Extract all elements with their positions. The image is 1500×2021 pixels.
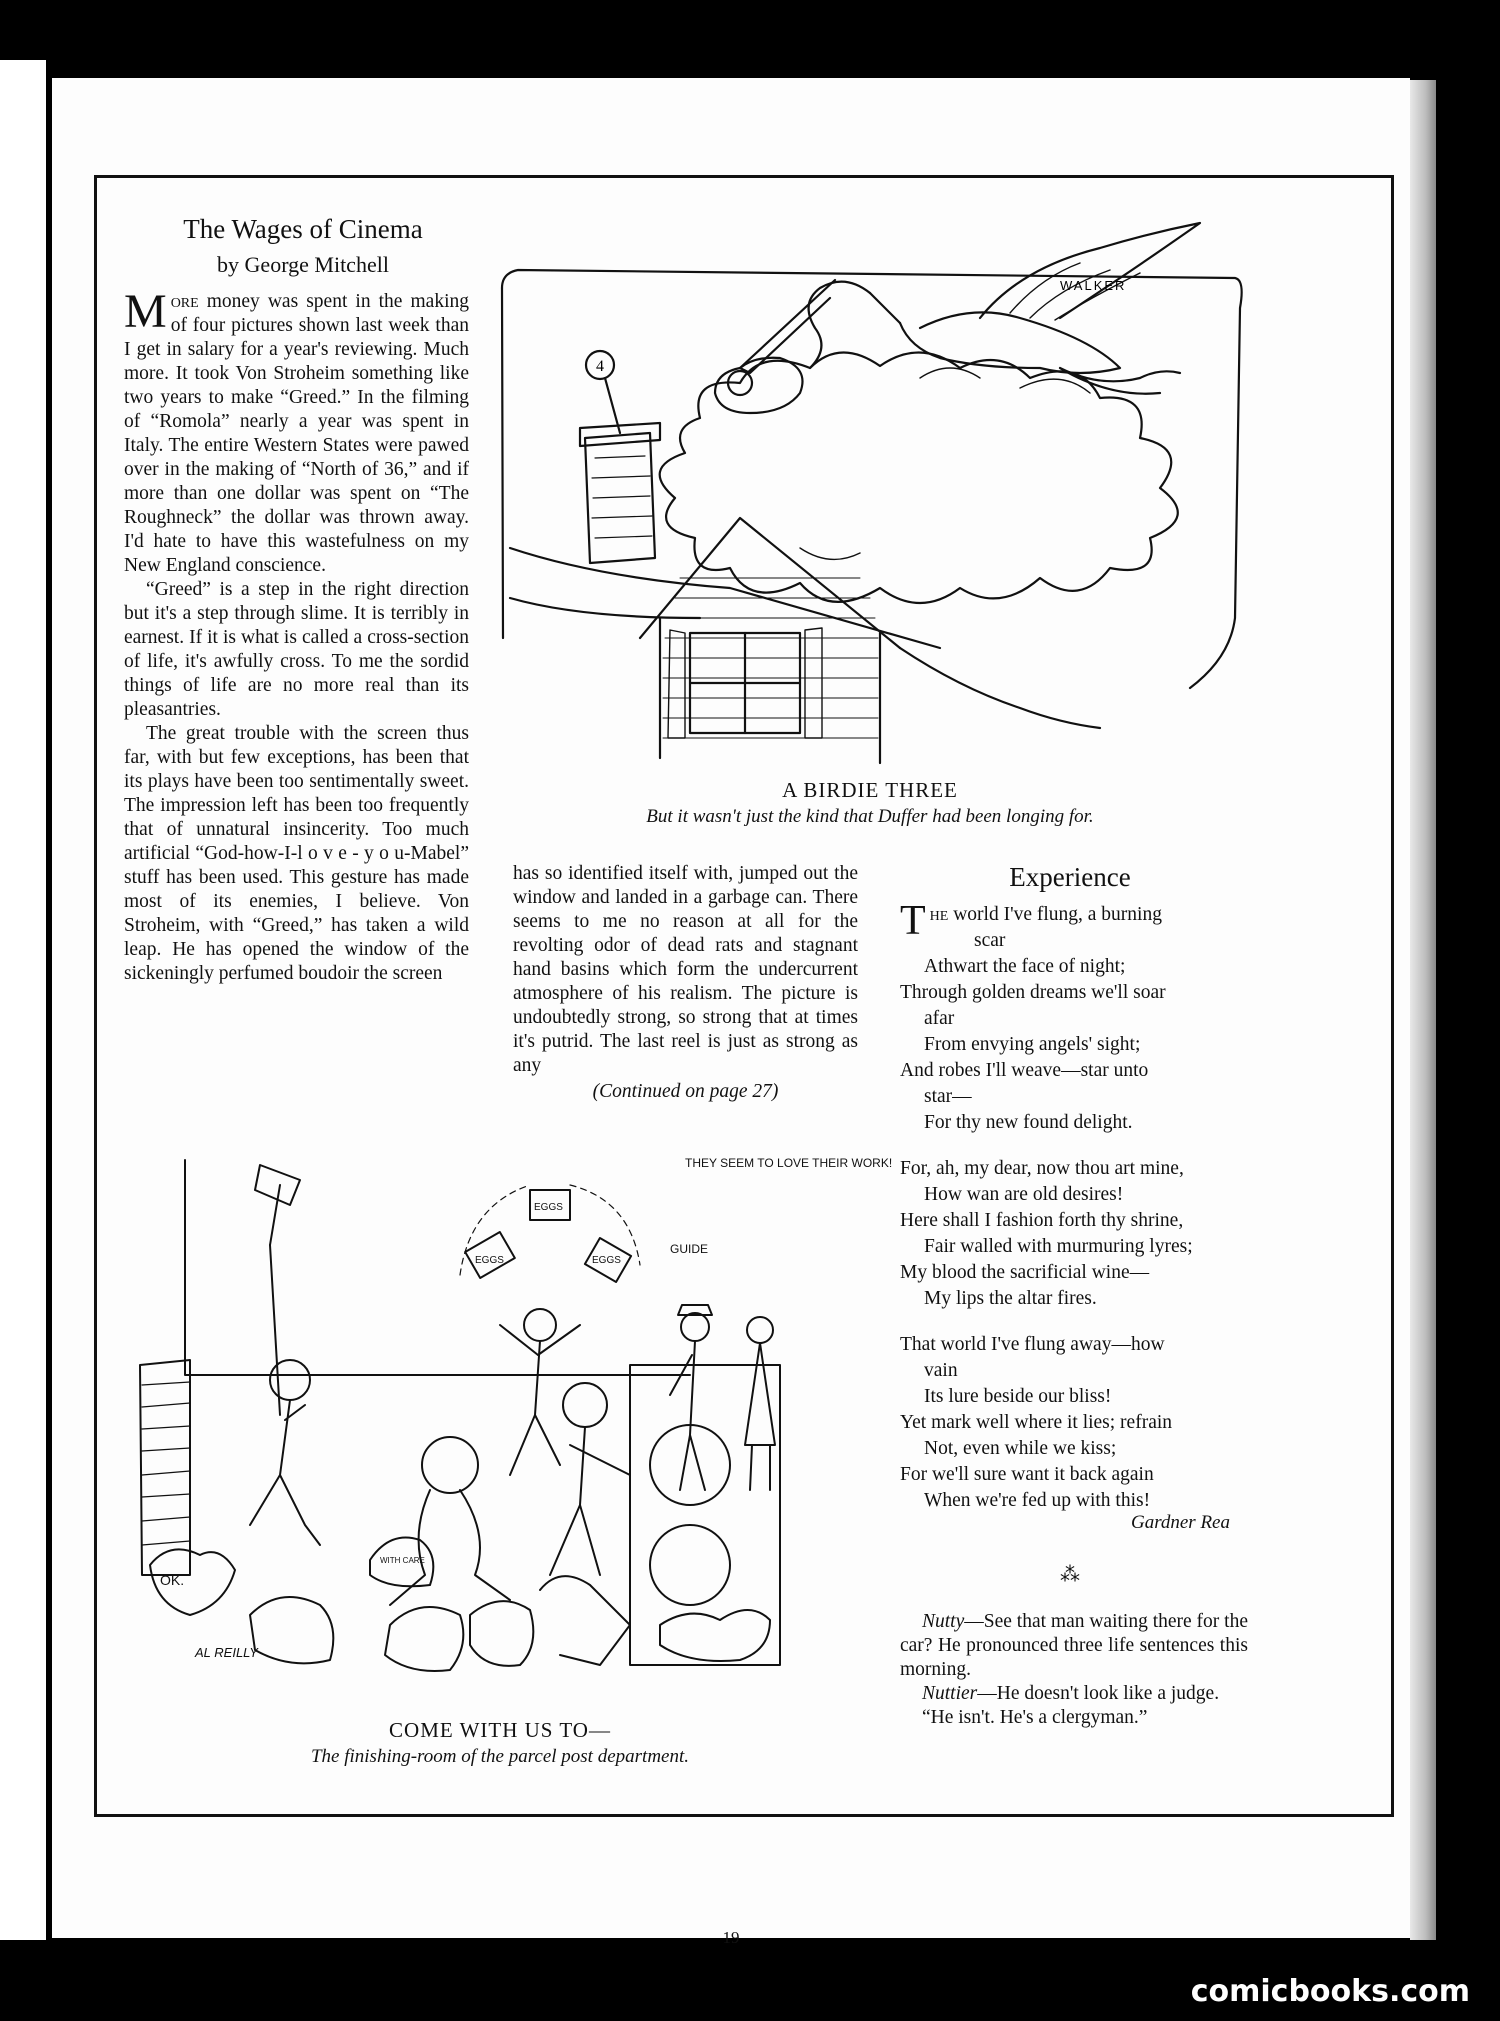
article-column-2 — [513, 862, 858, 1104]
poem-body — [900, 898, 1250, 1514]
poem-line: From envying angels' sight; — [924, 1034, 1141, 1055]
poem-line: And robes I'll weave—star unto — [900, 1060, 1149, 1081]
eggs-box-label: EGGS — [534, 1202, 563, 1213]
poem-line: For thy new found delight. — [924, 1112, 1133, 1133]
eggs-box-label: EGGS — [475, 1255, 504, 1266]
speech-bubble-text — [685, 1156, 892, 1170]
joke-speaker-1: Nutty — [922, 1611, 965, 1632]
article-paragraph-2: “Greed” is a step in the right direction but it's a step through slime. It is terribly in earnest. If it is what is called a cross-section of life, it's awfully cross. To me the sordid things of life are no more real than its pleasantries. — [124, 579, 469, 720]
cartoon-badge: 4 — [596, 358, 604, 375]
joke-speaker-2: Nuttier — [922, 1683, 978, 1704]
poem-line: afar — [924, 1008, 955, 1029]
article-dropcap: M — [124, 285, 167, 338]
poem-line: Fair walled with murmuring lyres; — [924, 1236, 1193, 1257]
guide-label: GUIDE — [670, 1242, 709, 1256]
bottom-cartoon-caption-title: COME WITH US TO— — [389, 1718, 611, 1742]
bottom-cartoon-caption-text: The finishing-room of the parcel post department. — [310, 1746, 690, 1767]
poem-line: For, ah, my dear, now thou art mine, — [900, 1158, 1184, 1179]
article-title: The Wages of Cinema — [183, 214, 423, 244]
article-p1-text: money was spent in the making of four pictures shown last week than I get in salary for a year's reviewing. Much more. It took Von Stroheim something like two years to make “Greed.” In the filming of “Romola” nearly a year was spent in Italy. The entire Western States were pawed over in the making of “North of 36,” and if more than one dollar was spent on “The Roughneck” the dollar was thrown away. I'd hate to have this wastefulness on my New England conscience. — [124, 291, 469, 576]
article-paragraph-1 — [124, 285, 469, 578]
poem-line: That world I've flung away—how — [900, 1334, 1165, 1355]
speech-line: THEY SEEM TO LOVE THEIR WORK! — [685, 1156, 893, 1170]
poem-line: For we'll sure want it back again — [900, 1464, 1154, 1485]
page-edge — [1410, 80, 1436, 1940]
poem-line: My blood the sacrificial wine— — [900, 1262, 1150, 1283]
top-cartoon-caption-title: A BIRDIE THREE — [782, 778, 958, 802]
bag-label: OK. — [160, 1572, 185, 1588]
watermark: comicbooks.com — [1190, 1974, 1470, 2009]
section-ornament: ⁂ — [1060, 1564, 1080, 1586]
continued-note: (Continued on page 27) — [592, 1081, 779, 1102]
hat-label: WITH CARE — [380, 1556, 425, 1565]
top-cartoon-caption-text: But it wasn't just the kind that Duffer had been longing for. — [646, 806, 1094, 827]
article-first-word: ore — [170, 291, 199, 312]
poem-line: My lips the altar fires. — [924, 1288, 1097, 1309]
page-number: 19 — [722, 1928, 740, 1947]
poem-dropcap: T — [900, 898, 926, 944]
joke-text-1: —See that man waiting there for the car? He pronounced three life sentences this morning. — [900, 1611, 1248, 1680]
poem-author: Gardner Rea — [1130, 1512, 1230, 1533]
joke-line-2 — [900, 1682, 1248, 1706]
poem-line: Its lure beside our bliss! — [924, 1386, 1112, 1407]
poem-line: scar — [974, 930, 1006, 951]
article-paragraph-4: has so identified itself with, jumped out the window and landed in a garbage can. There seems to me no reason at all for the revolting odor of dead rats and stagnant hand basins which form the undercurrent atmosphere of his realism. The picture is undoubtedly strong, so strong that at times it's putrid. The last reel is just as strong as any — [513, 863, 858, 1076]
poem-line: vain — [924, 1360, 958, 1381]
joke-block — [900, 1610, 1248, 1730]
poem-first-word: he — [929, 904, 949, 925]
joke-line-1 — [900, 1610, 1248, 1682]
cartoon-top-signature: WALKER — [1060, 278, 1127, 293]
joke-text-2: —He doesn't look like a judge. — [977, 1683, 1220, 1704]
adjacent-page-strip — [0, 60, 46, 1940]
article-paragraph-3: The great trouble with the screen thus far, with but few exceptions, has been that its plays have been too sentimentally sweet. The impression left has been too frequently that of unnatural insincerity. Too much artificial “God-how-I-l o v e - y o u-Mabel” stuff has been used. This gesture has made most of its enemies, I believe. Von Stroheim, with “Greed,” has taken a wild leap. He has opened the window of the sickeningly perfumed boudoir the screen — [124, 723, 469, 984]
poem-line: How wan are old desires! — [924, 1184, 1124, 1205]
joke-line-3: “He isn't. He's a clergyman.” — [922, 1707, 1148, 1728]
poem-line: Not, even while we kiss; — [924, 1438, 1117, 1459]
poem-title: Experience — [1009, 862, 1131, 892]
poem-line: Athwart the face of night; — [924, 956, 1126, 977]
poem-line: Through golden dreams we'll soar — [900, 982, 1166, 1003]
article-column-1 — [124, 285, 469, 986]
poem-line: When we're fed up with this! — [924, 1490, 1151, 1511]
eggs-box-label: EGGS — [592, 1255, 621, 1266]
poem-line: Here shall I fashion forth thy shrine, — [900, 1210, 1184, 1231]
parcel-post-cartoon — [130, 1145, 893, 1710]
birdie-three-cartoon — [500, 218, 1250, 773]
poem-line: Yet mark well where it lies; refrain — [900, 1412, 1173, 1433]
poem-line: star— — [924, 1086, 972, 1107]
cartoon-bottom-signature: AL REILLY — [195, 1645, 258, 1660]
poem-line-text: world I've flung, a burning — [948, 904, 1162, 925]
article-byline: by George Mitchell — [217, 252, 389, 277]
